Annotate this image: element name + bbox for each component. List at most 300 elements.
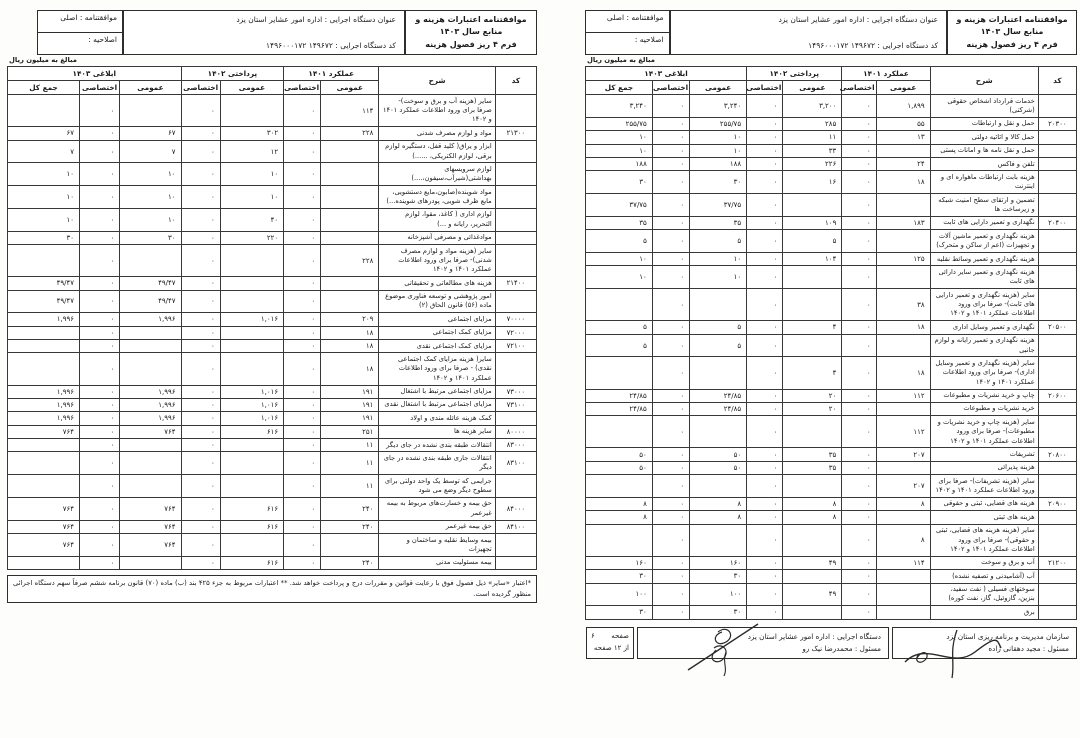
- value-cell: [586, 475, 653, 498]
- page-number-line: صفحه ۶: [591, 631, 629, 643]
- description-cell: جرایمی که توسط یک واحد دولتی برای سطوح دیگر وضع می شود: [379, 475, 495, 498]
- value-cell: ۳۰: [586, 171, 653, 194]
- value-cell: ۰: [80, 556, 120, 569]
- value-cell: ۳۰: [586, 570, 653, 583]
- value-cell: ۵۰: [690, 461, 747, 474]
- value-cell: [220, 353, 283, 385]
- value-cell: ۵: [586, 230, 653, 253]
- description-cell: انتقالات طبقه بندی نشده در جای دیگر: [379, 439, 495, 452]
- value-cell: ۷۶۴: [8, 497, 80, 520]
- description-cell: آب (آشامیدنی و تصفیه نشده): [930, 570, 1038, 583]
- value-cell: ۰: [80, 398, 120, 411]
- value-cell: ۶۱۶: [220, 556, 283, 569]
- value-cell: ۸: [586, 497, 653, 510]
- table-row: [8, 534, 537, 557]
- value-cell: ۰: [80, 127, 120, 140]
- value-cell: ۰: [80, 452, 120, 475]
- value-cell: ۰: [842, 321, 876, 334]
- value-cell: ۳۵: [783, 461, 842, 474]
- column-header-grand-total: جمع کل: [586, 81, 653, 95]
- value-cell: ۱۰۰: [690, 583, 747, 606]
- agreement-main-line: موافقتنامه : اصلی: [586, 11, 669, 33]
- value-cell: ۲۲۶: [783, 158, 842, 171]
- value-cell: ۰: [80, 412, 120, 425]
- value-cell: ۰: [80, 163, 120, 186]
- code-cell: [1038, 171, 1076, 194]
- description-cell: تشریفات: [930, 448, 1038, 461]
- description-cell: سایر( هزینه مزایای کمک اجتماعی نقدی) - صرفا برای ورود اطلاعات عملکرد ۱۴۰۱ و ۱۴۰۲: [379, 353, 495, 385]
- value-cell: [8, 475, 80, 498]
- value-cell: ۰: [284, 412, 321, 425]
- value-cell: [8, 340, 80, 353]
- value-cell: [876, 570, 930, 583]
- value-cell: ۰: [842, 253, 876, 266]
- value-cell: [321, 140, 379, 163]
- value-cell: ۰: [181, 186, 220, 209]
- value-cell: ۱۰: [586, 131, 653, 144]
- value-cell: ۰: [284, 290, 321, 313]
- value-cell: ۳۰: [120, 231, 181, 244]
- value-cell: ۰: [652, 606, 689, 619]
- agreement-main-line: موافقتنامه : اصلی: [38, 11, 122, 33]
- planning-org-responsible: مسئول : مجید دهقانی زاده: [988, 643, 1069, 653]
- description-cell: حمل کالا و اثاثیه دولتی: [930, 131, 1038, 144]
- code-cell: [495, 412, 536, 425]
- value-cell: [120, 475, 181, 498]
- table-row: [586, 194, 1077, 217]
- value-cell: ۱,۹۹۶: [120, 313, 181, 326]
- code-cell: [1038, 416, 1076, 448]
- table-row: [8, 425, 537, 438]
- column-header-special: اختصاصی: [181, 81, 220, 95]
- description-cell: هزینه نگهداری و تعمیر ماشین آلات و تجهیزات (اعم از ساکن و متحرک): [930, 230, 1038, 253]
- value-cell: ۰: [747, 357, 783, 389]
- value-cell: ۲۵۵/۷۵: [690, 117, 747, 130]
- value-cell: ۲۴/۸۵: [586, 389, 653, 402]
- value-cell: ۱,۹۹۶: [8, 412, 80, 425]
- value-cell: ۱۰: [220, 163, 283, 186]
- page-number-box: [586, 627, 634, 659]
- value-cell: ۱,۹۹۶: [8, 313, 80, 326]
- value-cell: ۵: [783, 230, 842, 253]
- value-cell: ۰: [181, 127, 220, 140]
- table-row: [8, 245, 537, 277]
- value-cell: [120, 556, 181, 569]
- table-row: [8, 290, 537, 313]
- value-cell: ۱۰: [586, 253, 653, 266]
- table-row: [8, 353, 537, 385]
- description-cell: سایر (هزینه تشریفات)- صرفا برای ورود اطلاعات عملکرد ۱۴۰۱ و ۱۴۰۲: [930, 475, 1038, 498]
- description-cell: سایر (هزینه چاپ و خرید نشریات و مطبوعات)- صرفا برای ورود اطلاعات عملکرد ۱۴۰۱ و ۱۴۰۲: [930, 416, 1038, 448]
- value-cell: ۲۴۰: [321, 497, 379, 520]
- column-header-general: عمومی: [321, 81, 379, 95]
- value-cell: [690, 289, 747, 321]
- value-cell: ۰: [181, 208, 220, 231]
- value-cell: ۰: [181, 534, 220, 557]
- value-cell: ۱۸۳: [876, 216, 930, 229]
- value-cell: [876, 606, 930, 619]
- value-cell: ۰: [652, 144, 689, 157]
- value-cell: ۰: [80, 140, 120, 163]
- value-cell: ۰: [652, 570, 689, 583]
- table-row: [586, 389, 1077, 402]
- value-cell: ۵۰: [586, 461, 653, 474]
- value-cell: ۱۳: [876, 131, 930, 144]
- value-cell: ۱۶۰: [690, 556, 747, 569]
- value-cell: ۰: [80, 353, 120, 385]
- value-cell: ۰: [652, 216, 689, 229]
- table-row: [8, 556, 537, 569]
- code-cell: [1038, 402, 1076, 415]
- value-cell: ۰: [80, 245, 120, 277]
- value-cell: ۲۴: [876, 158, 930, 171]
- value-cell: ۱,۹۹۶: [120, 412, 181, 425]
- value-cell: ۱,۰۱۶: [220, 398, 283, 411]
- value-cell: ۰: [842, 461, 876, 474]
- value-cell: ۰: [652, 475, 689, 498]
- value-cell: ۷: [120, 140, 181, 163]
- code-cell: [1038, 230, 1076, 253]
- value-cell: ۰: [842, 357, 876, 389]
- value-cell: ۰: [747, 570, 783, 583]
- value-cell: ۰: [747, 289, 783, 321]
- code-cell: [1038, 606, 1076, 619]
- page-number: ۶: [591, 631, 595, 640]
- value-cell: ۴۹/۴۷: [120, 290, 181, 313]
- code-cell: [1038, 570, 1076, 583]
- table-row: [586, 321, 1077, 334]
- value-cell: ۰: [652, 321, 689, 334]
- description-cell: مزایای کمک اجتماعی: [379, 326, 495, 339]
- value-cell: ۰: [747, 475, 783, 498]
- description-cell: هزینه نگهداری و تعمیر سایر دارائی های ثابت: [930, 266, 1038, 289]
- value-cell: ۸: [586, 511, 653, 524]
- value-cell: ۰: [842, 144, 876, 157]
- value-cell: ۲۵۱: [321, 425, 379, 438]
- value-cell: ۰: [747, 266, 783, 289]
- value-cell: ۱,۸۹۹: [876, 95, 930, 118]
- value-cell: ۳۰: [8, 231, 80, 244]
- code-cell: ۲۰۸۰۰: [1038, 448, 1076, 461]
- value-cell: ۶۷: [120, 127, 181, 140]
- value-cell: ۳۷/۷۵: [586, 194, 653, 217]
- table-row: [586, 570, 1077, 583]
- description-cell: موادغذائی و مصرفی آشپزخانه: [379, 231, 495, 244]
- value-cell: ۰: [842, 334, 876, 357]
- code-cell: ۸۰۰۰۰: [495, 425, 536, 438]
- column-header-special: اختصاصی: [747, 81, 783, 95]
- value-cell: ۰: [80, 385, 120, 398]
- code-cell: [1038, 475, 1076, 498]
- description-cell: هزینه های مطالعاتی و تحقیقاتی: [379, 277, 495, 290]
- expense-table-body: [8, 95, 537, 570]
- value-cell: ۰: [181, 277, 220, 290]
- planning-org-name: سازمان مدیریت و برنامه ریزی استان یزد: [946, 631, 1069, 641]
- value-cell: [876, 402, 930, 415]
- form-title-line1: موافقتنامه اعتبارات هزینه و منابع سال ۱۴۰۳: [956, 15, 1068, 37]
- value-cell: ۳۷/۷۵: [690, 194, 747, 217]
- value-cell: [8, 95, 80, 127]
- value-cell: ۲۰۷: [876, 475, 930, 498]
- value-cell: ۶۱۶: [220, 520, 283, 533]
- value-cell: ۰: [842, 511, 876, 524]
- value-cell: ۰: [284, 95, 321, 127]
- value-cell: ۱۰: [220, 186, 283, 209]
- value-cell: ۴: [783, 321, 842, 334]
- value-cell: ۰: [652, 556, 689, 569]
- value-cell: ۰: [181, 452, 220, 475]
- code-cell: [1038, 253, 1076, 266]
- value-cell: ۰: [747, 194, 783, 217]
- description-cell: کمک هزینه عائله مندی و اولاد: [379, 412, 495, 425]
- value-cell: ۰: [284, 163, 321, 186]
- code-cell: [495, 353, 536, 385]
- table-row: [586, 230, 1077, 253]
- value-cell: [321, 163, 379, 186]
- description-cell: خدمات قرارداد اشخاص حقوقی (شرکتی): [930, 95, 1038, 118]
- total-pages-line: از ۱۲ صفحه: [593, 644, 629, 653]
- value-cell: ۲۲۸: [321, 127, 379, 140]
- value-cell: ۰: [652, 289, 689, 321]
- page-header: [585, 10, 1077, 55]
- value-cell: ۱۱۲: [876, 389, 930, 402]
- form-title-line1: موافقتنامه اعتبارات هزینه و منابع سال ۱۴۰۳: [415, 15, 527, 37]
- table-row: [586, 334, 1077, 357]
- value-cell: [783, 475, 842, 498]
- value-cell: [876, 144, 930, 157]
- value-cell: ۰: [747, 117, 783, 130]
- code-cell: [1038, 461, 1076, 474]
- value-cell: ۰: [652, 511, 689, 524]
- value-cell: [8, 556, 80, 569]
- table-row: [586, 266, 1077, 289]
- description-cell: سایر (هزینه نگهداری و تعمیر دارایی های ثابت)- صرفا برای ورود اطلاعات عملکرد ۱۴۰۱ و ۱۴۰۲: [930, 289, 1038, 321]
- code-cell: [1038, 266, 1076, 289]
- description-cell: هزینه پذیرائی: [930, 461, 1038, 474]
- value-cell: ۰: [842, 448, 876, 461]
- value-cell: ۰: [80, 425, 120, 438]
- value-cell: ۰: [747, 321, 783, 334]
- value-cell: ۰: [284, 245, 321, 277]
- value-cell: [321, 231, 379, 244]
- value-cell: [783, 524, 842, 556]
- value-cell: ۳۵: [586, 216, 653, 229]
- column-header-general: عمومی: [876, 81, 930, 95]
- column-header-special: اختصاصی: [284, 81, 321, 95]
- value-cell: [586, 289, 653, 321]
- code-cell: [495, 231, 536, 244]
- table-row: [586, 95, 1077, 118]
- description-cell: حق بیمه و خسارت‌های مربوط به بیمه غیرعمر: [379, 497, 495, 520]
- value-cell: ۰: [842, 95, 876, 118]
- agency-name-line: عنوان دستگاه اجرایی : اداره امور عشایر استان یزد: [778, 15, 939, 24]
- units-note: مبالغ به میلیون ریال: [9, 56, 78, 65]
- value-cell: [220, 475, 283, 498]
- value-cell: ۷۶۴: [120, 534, 181, 557]
- value-cell: ۰: [842, 389, 876, 402]
- value-cell: ۰: [652, 194, 689, 217]
- value-cell: ۷: [8, 140, 80, 163]
- value-cell: ۰: [842, 117, 876, 130]
- value-cell: ۰: [80, 95, 120, 127]
- value-cell: ۱۲۵: [876, 253, 930, 266]
- value-cell: ۰: [747, 556, 783, 569]
- table-row: [586, 357, 1077, 389]
- value-cell: ۷۶۴: [8, 534, 80, 557]
- value-cell: ۷۶۴: [120, 425, 181, 438]
- description-cell: تلفن و فاکس: [930, 158, 1038, 171]
- value-cell: ۰: [652, 253, 689, 266]
- value-cell: ۱,۹۹۶: [120, 398, 181, 411]
- code-cell: [1038, 583, 1076, 606]
- description-cell: سوختهای فسیلی ( نفت سفید، بنزین، گازوئیل، گاز، نفت کوره): [930, 583, 1038, 606]
- value-cell: ۰: [652, 448, 689, 461]
- table-row: [8, 385, 537, 398]
- value-cell: ۳۰: [690, 171, 747, 194]
- description-cell: سایر (هزینه نگهداری و تعمیر وسایل اداری)- صرفا برای ورود اطلاعات عملکرد ۱۴۰۱ و ۱۴۰۲: [930, 357, 1038, 389]
- value-cell: ۱۰۹: [783, 216, 842, 229]
- value-cell: ۲۰۷: [876, 448, 930, 461]
- value-cell: [220, 439, 283, 452]
- value-cell: [586, 416, 653, 448]
- value-cell: ۱۰: [120, 186, 181, 209]
- value-cell: ۳۳: [783, 144, 842, 157]
- description-cell: هزینه نگهداری و تعمیر وسائط نقلیه: [930, 253, 1038, 266]
- value-cell: ۲۰: [783, 402, 842, 415]
- value-cell: ۰: [284, 353, 321, 385]
- expense-table-left: [7, 66, 537, 570]
- value-cell: ۰: [80, 326, 120, 339]
- value-cell: ۱۰: [586, 266, 653, 289]
- table-row: [586, 448, 1077, 461]
- value-cell: ۰: [747, 95, 783, 118]
- form-title-box: [947, 10, 1077, 55]
- value-cell: ۱۸: [876, 171, 930, 194]
- code-cell: ۸۴۱۰۰: [495, 520, 536, 533]
- table-row: [8, 475, 537, 498]
- value-cell: ۰: [181, 231, 220, 244]
- value-cell: ۰: [652, 497, 689, 510]
- value-cell: ۳۸: [876, 289, 930, 321]
- value-cell: ۰: [284, 520, 321, 533]
- table-row: [8, 340, 537, 353]
- code-cell: [1038, 511, 1076, 524]
- value-cell: ۰: [747, 131, 783, 144]
- value-cell: [783, 194, 842, 217]
- value-cell: ۰: [652, 524, 689, 556]
- value-cell: ۵۰: [690, 448, 747, 461]
- table-row: [586, 524, 1077, 556]
- value-cell: ۰: [652, 334, 689, 357]
- description-cell: هزینه های قضایی، ثبتی و حقوقی: [930, 497, 1038, 510]
- value-cell: ۰: [842, 416, 876, 448]
- value-cell: [586, 524, 653, 556]
- form-title-line2: فرم ۴ ریز فصول هزینه: [966, 39, 1058, 49]
- value-cell: ۰: [842, 475, 876, 498]
- code-cell: [1038, 334, 1076, 357]
- code-cell: ۷۲۱۰۰: [495, 340, 536, 353]
- description-cell: مزایای اجتماعی مرتبط با اشتغال نقدی: [379, 398, 495, 411]
- value-cell: ۰: [842, 171, 876, 194]
- value-cell: ۱۶: [783, 171, 842, 194]
- value-cell: ۱۰: [8, 163, 80, 186]
- value-cell: ۱,۹۹۶: [8, 385, 80, 398]
- code-cell: [495, 534, 536, 557]
- value-cell: ۰: [842, 194, 876, 217]
- value-cell: [876, 583, 930, 606]
- value-cell: ۸: [876, 497, 930, 510]
- value-cell: ۰: [842, 158, 876, 171]
- column-header-general: عمومی: [783, 81, 842, 95]
- description-cell: لوازم اداری ( کاغذ، مقوا، لوازم التحریر، رایانه و ...): [379, 208, 495, 231]
- value-cell: ۲۴/۸۵: [586, 402, 653, 415]
- value-cell: ۱۰: [120, 208, 181, 231]
- code-cell: ۲۰۵۰۰: [1038, 321, 1076, 334]
- value-cell: ۳۵: [783, 448, 842, 461]
- column-header-paid-1402: پرداختی ۱۴۰۲: [181, 67, 284, 81]
- table-row: [586, 158, 1077, 171]
- value-cell: ۷۶۴: [120, 497, 181, 520]
- value-cell: ۰: [181, 497, 220, 520]
- value-cell: ۰: [181, 439, 220, 452]
- description-cell: مزایای اجتماعی مرتبط با اشتغال: [379, 385, 495, 398]
- value-cell: ۰: [747, 402, 783, 415]
- value-cell: [220, 245, 283, 277]
- table-row: [586, 606, 1077, 619]
- code-cell: [1038, 144, 1076, 157]
- executive-agency-responsible: مسئول : محمدرضا نیک رو: [802, 643, 881, 653]
- description-cell: سایر (هزینه آب و برق و سوخت)- صرفا برای ورود اطلاعات عملکرد ۱۴۰۱ و ۱۴۰۲: [379, 95, 495, 127]
- description-cell: انتقالات جاری طبقه بندی نشده در جای دیگر: [379, 452, 495, 475]
- value-cell: ۳۰: [690, 570, 747, 583]
- value-cell: [220, 534, 283, 557]
- description-cell: آب و برق و سوخت: [930, 556, 1038, 569]
- value-cell: ۰: [747, 524, 783, 556]
- value-cell: ۰: [181, 425, 220, 438]
- value-cell: ۶۱۶: [220, 497, 283, 520]
- value-cell: ۱۰: [8, 208, 80, 231]
- agreement-type-box: [37, 10, 123, 55]
- value-cell: ۰: [80, 277, 120, 290]
- column-header-code: کد: [495, 67, 536, 95]
- value-cell: [690, 524, 747, 556]
- value-cell: [220, 290, 283, 313]
- value-cell: [120, 452, 181, 475]
- value-cell: ۱۸: [876, 357, 930, 389]
- column-header-special: اختصاصی: [652, 81, 689, 95]
- description-cell: هزینه های ثبتی: [930, 511, 1038, 524]
- value-cell: ۰: [747, 230, 783, 253]
- description-cell: ابزار و یراق( کلید قفل، دستگیره لوازم برقی، لوازم الکتریکی، ......): [379, 140, 495, 163]
- value-cell: ۳۵: [690, 216, 747, 229]
- table-row: [8, 277, 537, 290]
- value-cell: ۰: [80, 231, 120, 244]
- value-cell: ۵: [690, 334, 747, 357]
- description-cell: حمل و نقل نامه ها و امانات پستی: [930, 144, 1038, 157]
- value-cell: [8, 326, 80, 339]
- code-cell: ۲۱۳۰۰: [495, 127, 536, 140]
- value-cell: ۱۸: [321, 326, 379, 339]
- value-cell: ۱,۹۹۶: [120, 385, 181, 398]
- expense-table-right: [585, 66, 1077, 620]
- code-cell: [1038, 524, 1076, 556]
- table-row: [8, 412, 537, 425]
- value-cell: ۲۴۰: [321, 556, 379, 569]
- value-cell: [876, 266, 930, 289]
- value-cell: [876, 230, 930, 253]
- code-cell: [1038, 289, 1076, 321]
- value-cell: ۵۰: [586, 448, 653, 461]
